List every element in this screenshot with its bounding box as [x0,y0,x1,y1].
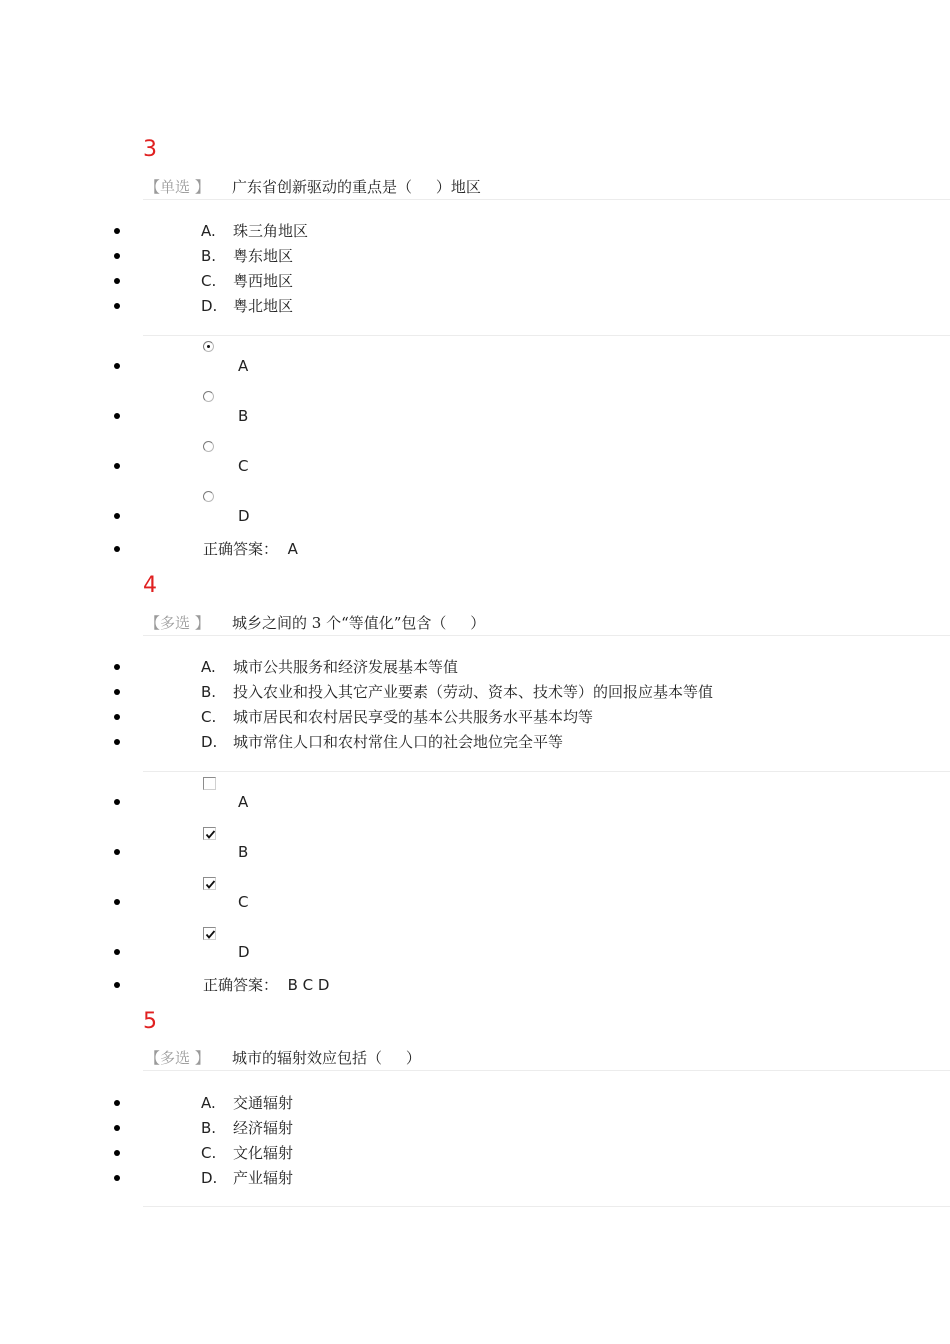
option-letter: A. [201,1094,216,1112]
question-number: 3 [143,137,157,162]
list-bullet [114,463,120,469]
option-letter: D. [201,1169,218,1187]
divider [143,771,950,772]
divider [143,1070,950,1071]
list-bullet [114,849,120,855]
option-text: 投入农业和投入其它产业要素（劳动、资本、技术等）的回报应基本等值 [233,683,714,701]
list-bullet [114,899,120,905]
checkmark-icon [204,878,217,891]
divider [143,1206,950,1207]
list-bullet [114,1150,120,1156]
radio-choice-c[interactable] [203,441,214,452]
list-bullet [114,689,120,695]
option-letter: C. [201,272,217,290]
option-letter: C. [201,708,217,726]
list-bullet [114,664,120,670]
option-letter: B. [201,247,217,265]
radio-selected-dot [207,345,210,348]
list-bullet [114,513,120,519]
option-letter: B. [201,1119,217,1137]
option-letter: D. [201,297,218,315]
option-text: 产业辐射 [233,1169,294,1187]
list-bullet [114,714,120,720]
radio-choice-d[interactable] [203,491,214,502]
checkmark-icon [204,928,217,941]
radio-choice-a[interactable] [203,341,214,352]
option-text: 粤东地区 [233,247,294,265]
question-stem: 广东省创新驱动的重点是（ ）地区 [232,178,481,196]
correct-answer-value: B C D [287,976,330,994]
divider [143,199,950,200]
correct-answer-label: 正确答案： [203,540,279,558]
list-bullet [114,228,120,234]
option-letter: D. [201,733,218,751]
list-bullet [114,1175,120,1181]
option-text: 粤北地区 [233,297,294,315]
option-letter: C. [201,1144,217,1162]
list-bullet [114,303,120,309]
choice-label: D [238,507,250,525]
list-bullet [114,1125,120,1131]
list-bullet [114,278,120,284]
option-letter: A. [201,658,216,676]
divider [143,635,950,636]
list-bullet [114,413,120,419]
radio-choice-b[interactable] [203,391,214,402]
correct-answer [203,975,329,995]
option-text: 城市常住人口和农村常住人口的社会地位完全平等 [233,733,564,751]
choice-label: B [238,407,249,425]
question-number: 5 [143,1009,157,1034]
question-number: 4 [143,573,157,598]
option-text: 珠三角地区 [233,222,309,240]
choice-label: C [238,893,249,911]
choice-label: B [238,843,249,861]
option-text: 粤西地区 [233,272,294,290]
question-type-tag: 【单选 】 [145,178,210,196]
option-text: 经济辐射 [233,1119,294,1137]
list-bullet [114,799,120,805]
checkbox-choice-c[interactable] [203,877,216,890]
option-text: 文化辐射 [233,1144,294,1162]
correct-answer-value: A [287,540,298,558]
choice-label: A [238,793,249,811]
list-bullet [114,253,120,259]
correct-answer-label: 正确答案： [203,976,279,994]
list-bullet [114,546,120,552]
option-text: 交通辐射 [233,1094,294,1112]
checkbox-choice-b[interactable] [203,827,216,840]
divider [143,335,950,336]
choice-label: A [238,357,249,375]
option-text: 城市居民和农村居民享受的基本公共服务水平基本均等 [233,708,594,726]
list-bullet [114,363,120,369]
list-bullet [114,982,120,988]
option-letter: A. [201,222,216,240]
choice-label: D [238,943,250,961]
checkbox-choice-a[interactable] [203,777,216,790]
option-text: 城市公共服务和经济发展基本等值 [233,658,459,676]
question-type-tag: 【多选 】 [145,614,210,632]
choice-label: C [238,457,249,475]
correct-answer [203,539,298,559]
checkmark-icon [204,828,217,841]
list-bullet [114,949,120,955]
question-stem: 城市的辐射效应包括（ ） [232,1049,421,1067]
option-letter: B. [201,683,217,701]
question-type-tag: 【多选 】 [145,1049,210,1067]
list-bullet [114,739,120,745]
list-bullet [114,1100,120,1106]
checkbox-choice-d[interactable] [203,927,216,940]
question-stem: 城乡之间的 3 个“等值化”包含（ ） [232,614,486,632]
